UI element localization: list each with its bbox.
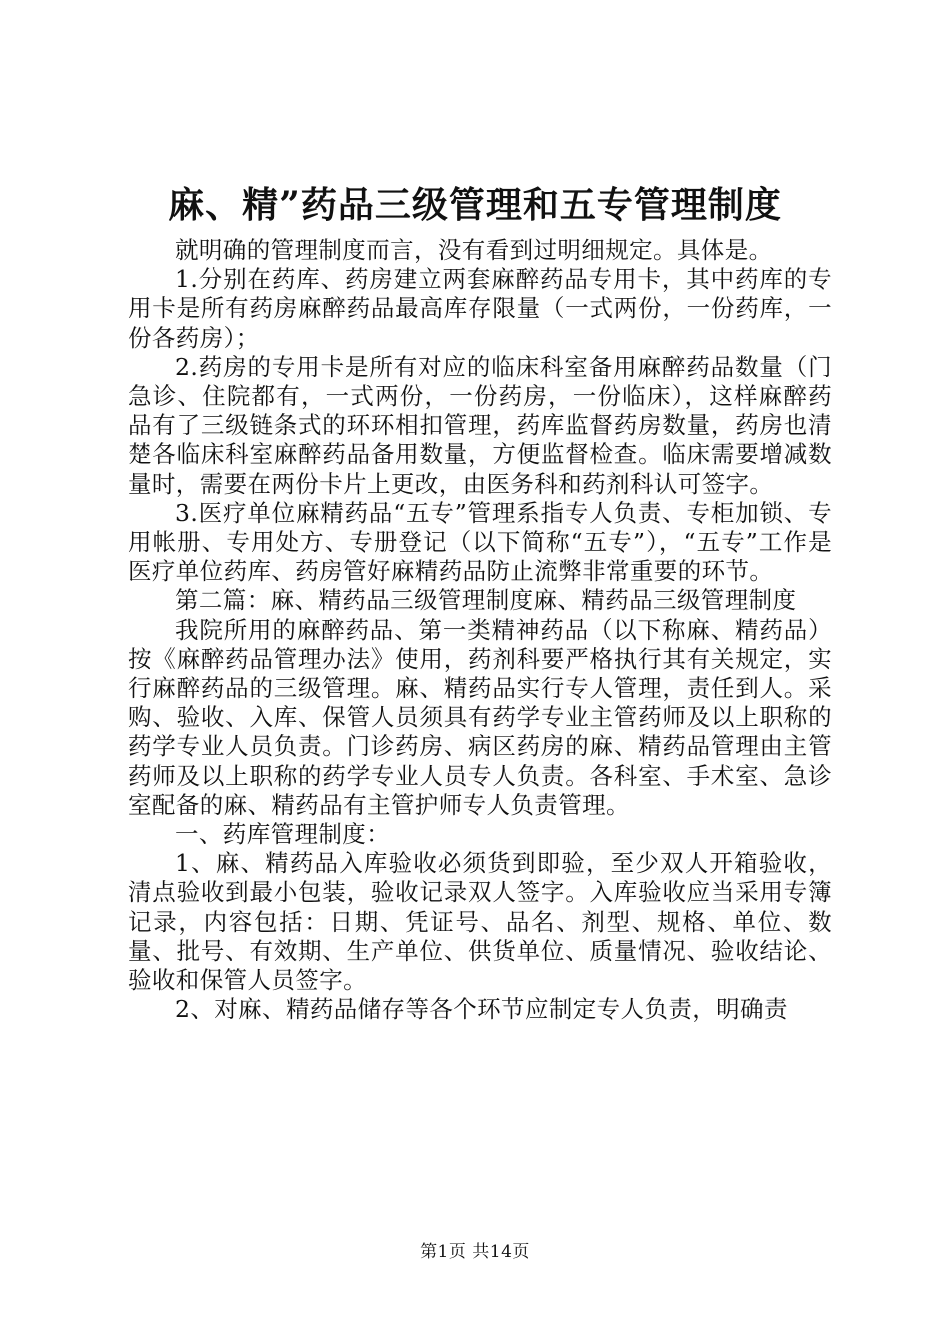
paragraph-warehouse-rule-1: 1、麻、精药品入库验收必须货到即验，至少双人开箱验收，清点验收到最小包装，验收记录双人签字。入库验收应当采用专簿记录，内容包括：日期、凭证号、品名、剂型、规格、单位、数量、批号、有效期、生产单位、供货单位、质量情况、验收结论、验收和保管人员签字。 xyxy=(128,849,832,995)
document-title: 麻、精”药品三级管理和五专管理制度 xyxy=(168,184,782,226)
section-heading-part-two: 第二篇：麻、精药品三级管理制度麻、精药品三级管理制度 xyxy=(175,586,797,615)
paragraph-intro: 就明确的管理制度而言，没有看到过明细规定。具体是。 xyxy=(175,236,773,264)
paragraph-warehouse-rule-2: 2、对麻、精药品储存等各个环节应制定专人负责，明确责 xyxy=(175,995,788,1024)
paragraph-item-3: 3.医疗单位麻精药品“五专”管理系指专人负责、专柜加锁、专用帐册、专用处方、专册登记（以下简称“五专”），“五专”工作是医疗单位药库、药房管好麻精药品防止流弊非常重要的环节。 xyxy=(128,498,832,586)
paragraph-part-two-intro: 我院所用的麻醉药品、第一类精神药品（以下称麻、精药品）按《麻醉药品管理办法》使用，药剂科要严格执行其有关规定，实行麻醉药品的三级管理。麻、精药品实行专人管理，责任到人。采购、验收、入库、保管人员须具有药学专业主管药师及以上职称的药学专业人员负责。门诊药房、病区药房的麻、精药品管理由主管药师及以上职称的药学专业人员专人负责。各科室、手术室、急诊室配备的麻、精药品有主管护师专人负责管理。 xyxy=(128,615,832,819)
paragraph-item-2: 2.药房的专用卡是所有对应的临床科室备用麻醉药品数量（门急诊、住院都有，一式两份，一份药房，一份临床），这样麻醉药品有了三级链条式的环环相扣管理，药库监督药房数量，药房也清楚各临床科室麻醉药品备用数量，方便监督检查。临床需要增减数量时，需要在两份卡片上更改，由医务科和药剂科认可签字。 xyxy=(128,352,832,498)
document-body xyxy=(128,236,832,1024)
section-heading-warehouse: 一、药库管理制度： xyxy=(175,820,391,849)
page-number-footer: 第1页 共14页 xyxy=(420,1242,530,1262)
paragraph-item-1: 1.分别在药库、药房建立两套麻醉药品专用卡，其中药库的专用卡是所有药房麻醉药品最高库存限量（一式两份，一份药库，一份各药房）； xyxy=(128,265,832,352)
